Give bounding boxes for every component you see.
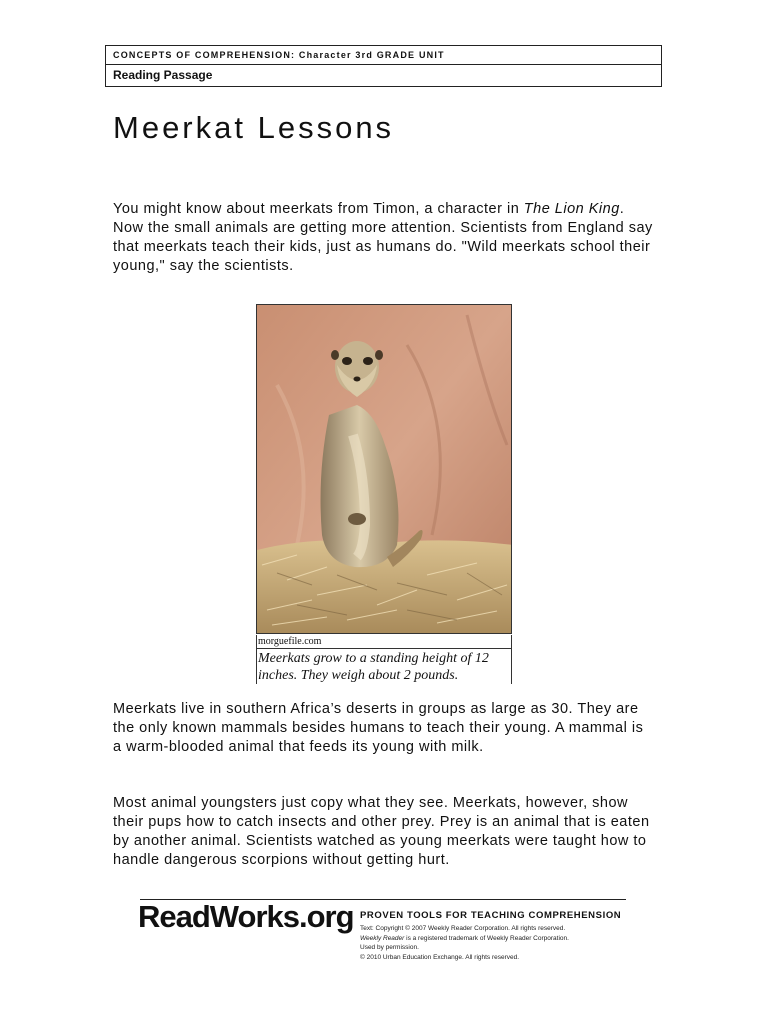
trademark-text — [360, 934, 569, 944]
footer-tagline: PROVEN TOOLS FOR TEACHING COMPREHENSION — [360, 910, 622, 921]
trademark-rest: is a registered trademark of Weekly Reader Corporation. — [404, 934, 569, 942]
footer-copyright — [360, 924, 569, 962]
copyright-ue: © 2010 Urban Education Exchange. All rights reserved. — [360, 953, 520, 961]
page-title: Meerkat Lessons — [113, 110, 395, 145]
photo-caption: Meerkats grow to a standing height of 12 inches. They weigh about 2 pounds. — [256, 649, 512, 684]
meerkat-figure — [256, 304, 512, 684]
photo-credit: morguefile.com — [256, 635, 512, 649]
book-title: The Lion King — [523, 201, 620, 217]
unit-header — [105, 45, 662, 87]
permission-text: Used by permission. — [360, 944, 419, 951]
paragraph-intro-text-a: You might know about meerkats from Timon, a character in — [113, 201, 524, 217]
unit-title: CONCEPTS OF COMPREHENSION: Character 3rd GRADE UNIT — [106, 46, 661, 65]
paragraph-intro-text-b: . Now the small animals are getting more attention. Scientists from England say that meerkats teach their kids, just as humans do. "Wild meerkats school their young," say the scientists. — [113, 201, 653, 274]
readworks-logo: ReadWorks.org — [138, 899, 354, 934]
copyright-text: Text: Copyright © 2007 Weekly Reader Corporation. All rights reserved. — [360, 925, 566, 932]
paragraph-teaching: Most animal youngsters just copy what they see. Meerkats, however, show their pups how to catch insects and other prey. Prey is an animal that is eaten by another animal. Scientists watched as young meerkats were taught how to handle dangerous scorpions without getting hurt. — [113, 795, 650, 868]
section-label: Reading Passage — [113, 68, 213, 82]
meerkat-photo — [256, 304, 512, 634]
paragraph-habitat: Meerkats live in southern Africa’s deserts in groups as large as 30. They are the only known mammals besides humans to teach their young. A mammal is a warm-blooded animal that feeds its young with milk. — [113, 701, 644, 755]
paragraph-intro — [113, 200, 653, 276]
trademark-name: Weekly Reader — [360, 934, 405, 942]
